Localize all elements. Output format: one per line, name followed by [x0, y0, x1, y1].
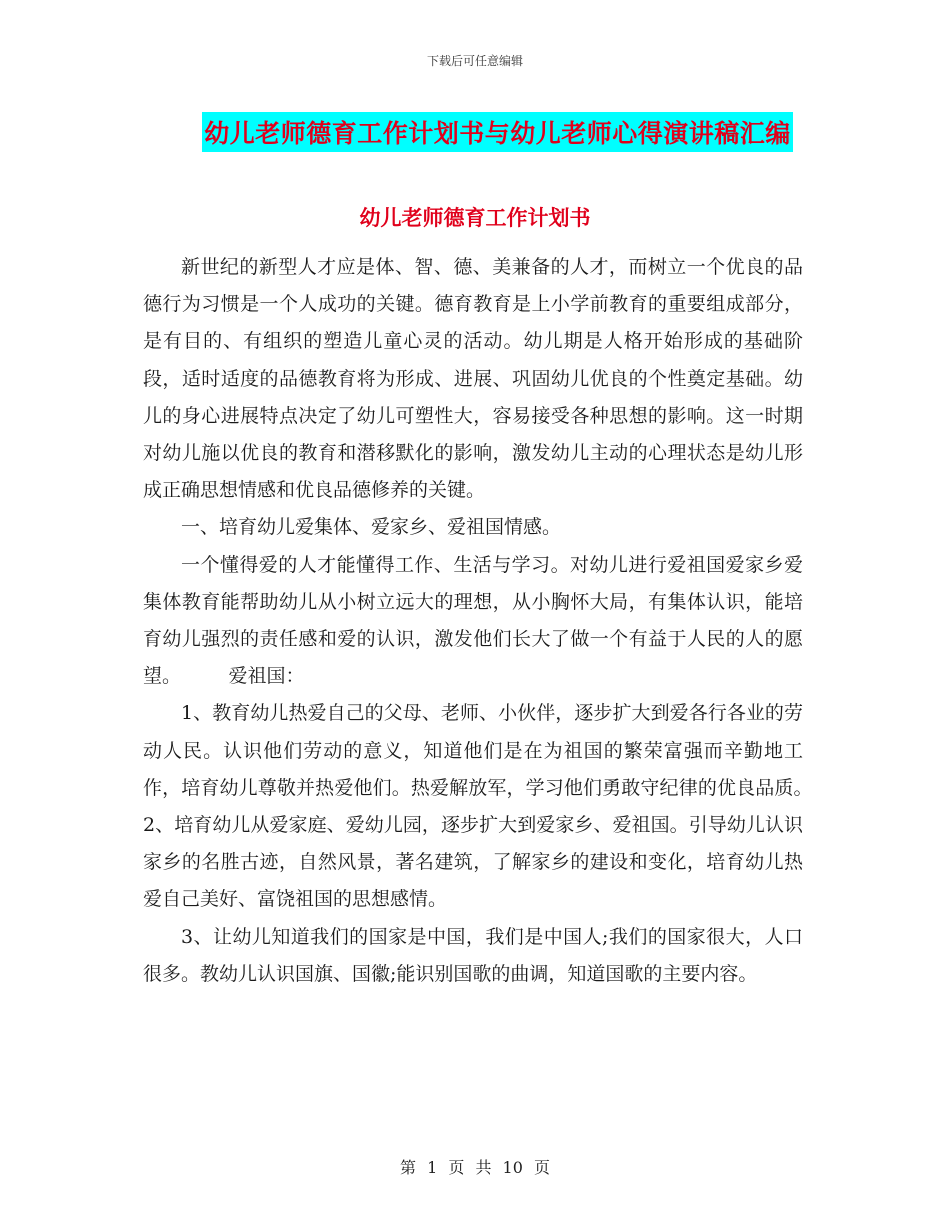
- page-number: 第 1 页 共 10 页: [400, 1158, 550, 1177]
- body-text: [143, 249, 861, 993]
- paragraph-intro: 新世纪的新型人才应是体、智、德、美兼备的人才，而树立一个优良的品德行为习惯是一个人成功的关键。德育教育是上小学前教育的重要组成部分，是有目的、有组织的塑造儿童心灵的活动。幼儿期是人格开始形成的基础阶段，适时适度的品德教育将为形成、进展、巩固幼儿优良的个性奠定基础。幼儿的身心进展特点决定了幼儿可塑性大，容易接受各种思想的影响。这一时期对幼儿施以优良的教育和潜移默化的影响，激发幼儿主动的心理状态是幼儿形成正确思想情感和优良品德修养的关键。: [143, 256, 803, 502]
- main-title: 幼儿老师德育工作计划书与幼儿老师心得演讲稿汇编: [202, 112, 793, 152]
- paragraph-item-1-2: 1、教育幼儿热爱自己的父母、老师、小伙伴，逐步扩大到爱各行各业的劳动人民。认识他们劳动的意义，知道他们是在为祖国的繁荣富强而辛勤地工作，培育幼儿尊敬并热爱他们。热爱解放军，学习他们勇敢守纪律的优良品质。 2、培育幼儿从爱家庭、爱幼儿园，逐步扩大到爱家乡、爱祖国。引导幼儿认识家乡的名胜古迹，自然风景，著名建筑，了解家乡的建设和变化，培育幼儿热爱自己美好、富饶祖国的思想感情。: [143, 702, 861, 911]
- paragraph-item-3: 3、让幼儿知道我们的国家是中国，我们是中国人;我们的国家很大，人口很多。教幼儿认识国旗、国徽;能识别国歌的曲调，知道国歌的主要内容。: [143, 925, 803, 985]
- paragraph-love-explanation: 一个懂得爱的人才能懂得工作、生活与学习。对幼儿进行爱祖国爱家乡爱集体教育能帮助幼儿从小树立远大的理想，从小胸怀大局，有集体认识，能培育幼儿强烈的责任感和爱的认识，激发他们长大了做一个有益于人民的人的愿望。 爱祖国：: [143, 553, 803, 688]
- section-title: 幼儿老师德育工作计划书: [359, 206, 591, 230]
- main-title-container: [0, 112, 950, 152]
- paragraph-heading-1: 一、培育幼儿爱集体、爱家乡、爱祖国情感。: [181, 516, 562, 539]
- page-header-note: 下载后可任意编辑: [426, 54, 523, 68]
